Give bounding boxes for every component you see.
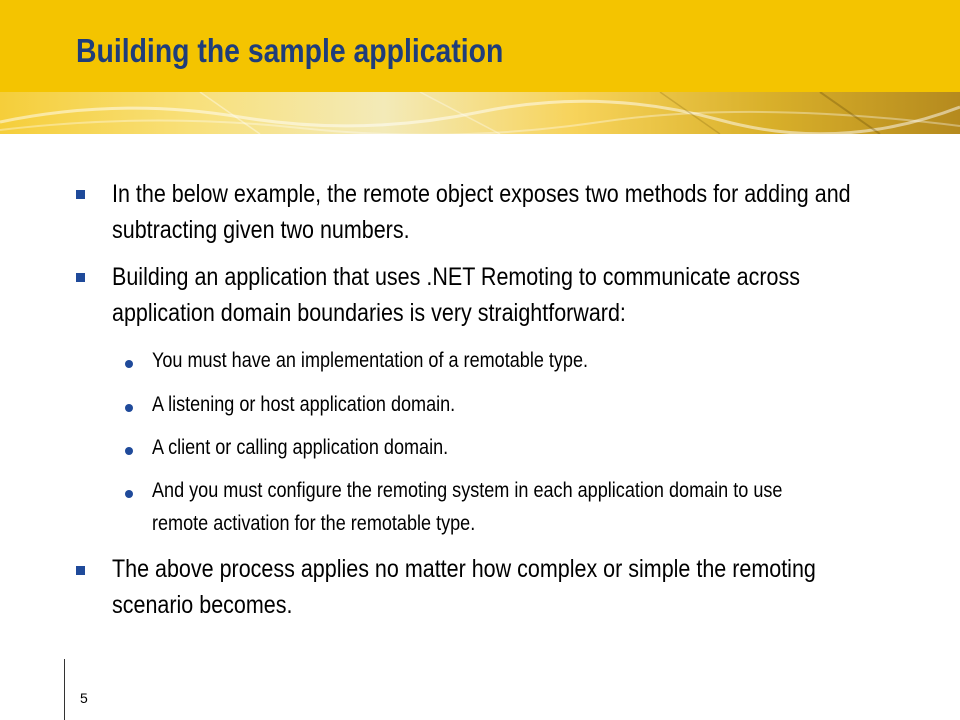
header-band [0,0,960,92]
header-banner-image [0,92,960,134]
slide-title: Building the sample application [76,32,504,69]
page-number: 5 [80,690,88,706]
bullet-item: The above process applies no matter how complex or simple the remoting scenario becomes. [112,555,816,619]
banner-texture-icon [0,92,960,134]
sub-bullet-item: You must have an implementation of a remotable type. [152,349,589,372]
bullet-square-icon [76,273,85,282]
bullet-square-icon [76,566,85,575]
sub-bullet-dot-icon [125,447,133,455]
sub-bullet-item: A listening or host application domain. [152,393,456,416]
sub-bullet-dot-icon [125,360,133,368]
sub-bullet-item: A client or calling application domain. [152,436,449,459]
bullet-item: Building an application that uses .NET Remoting to communicate across application domain boundaries is very straightforward: [112,263,800,327]
sub-bullet-dot-icon [125,490,133,498]
footer-divider [64,659,65,720]
bullet-square-icon [76,190,85,199]
bullet-item: In the below example, the remote object exposes two methods for adding and subtracting given two numbers. [112,180,851,244]
sub-bullet-dot-icon [125,404,133,412]
sub-bullet-item: And you must configure the remoting system in each application domain to use remote activation for the remotable type. [152,479,783,535]
